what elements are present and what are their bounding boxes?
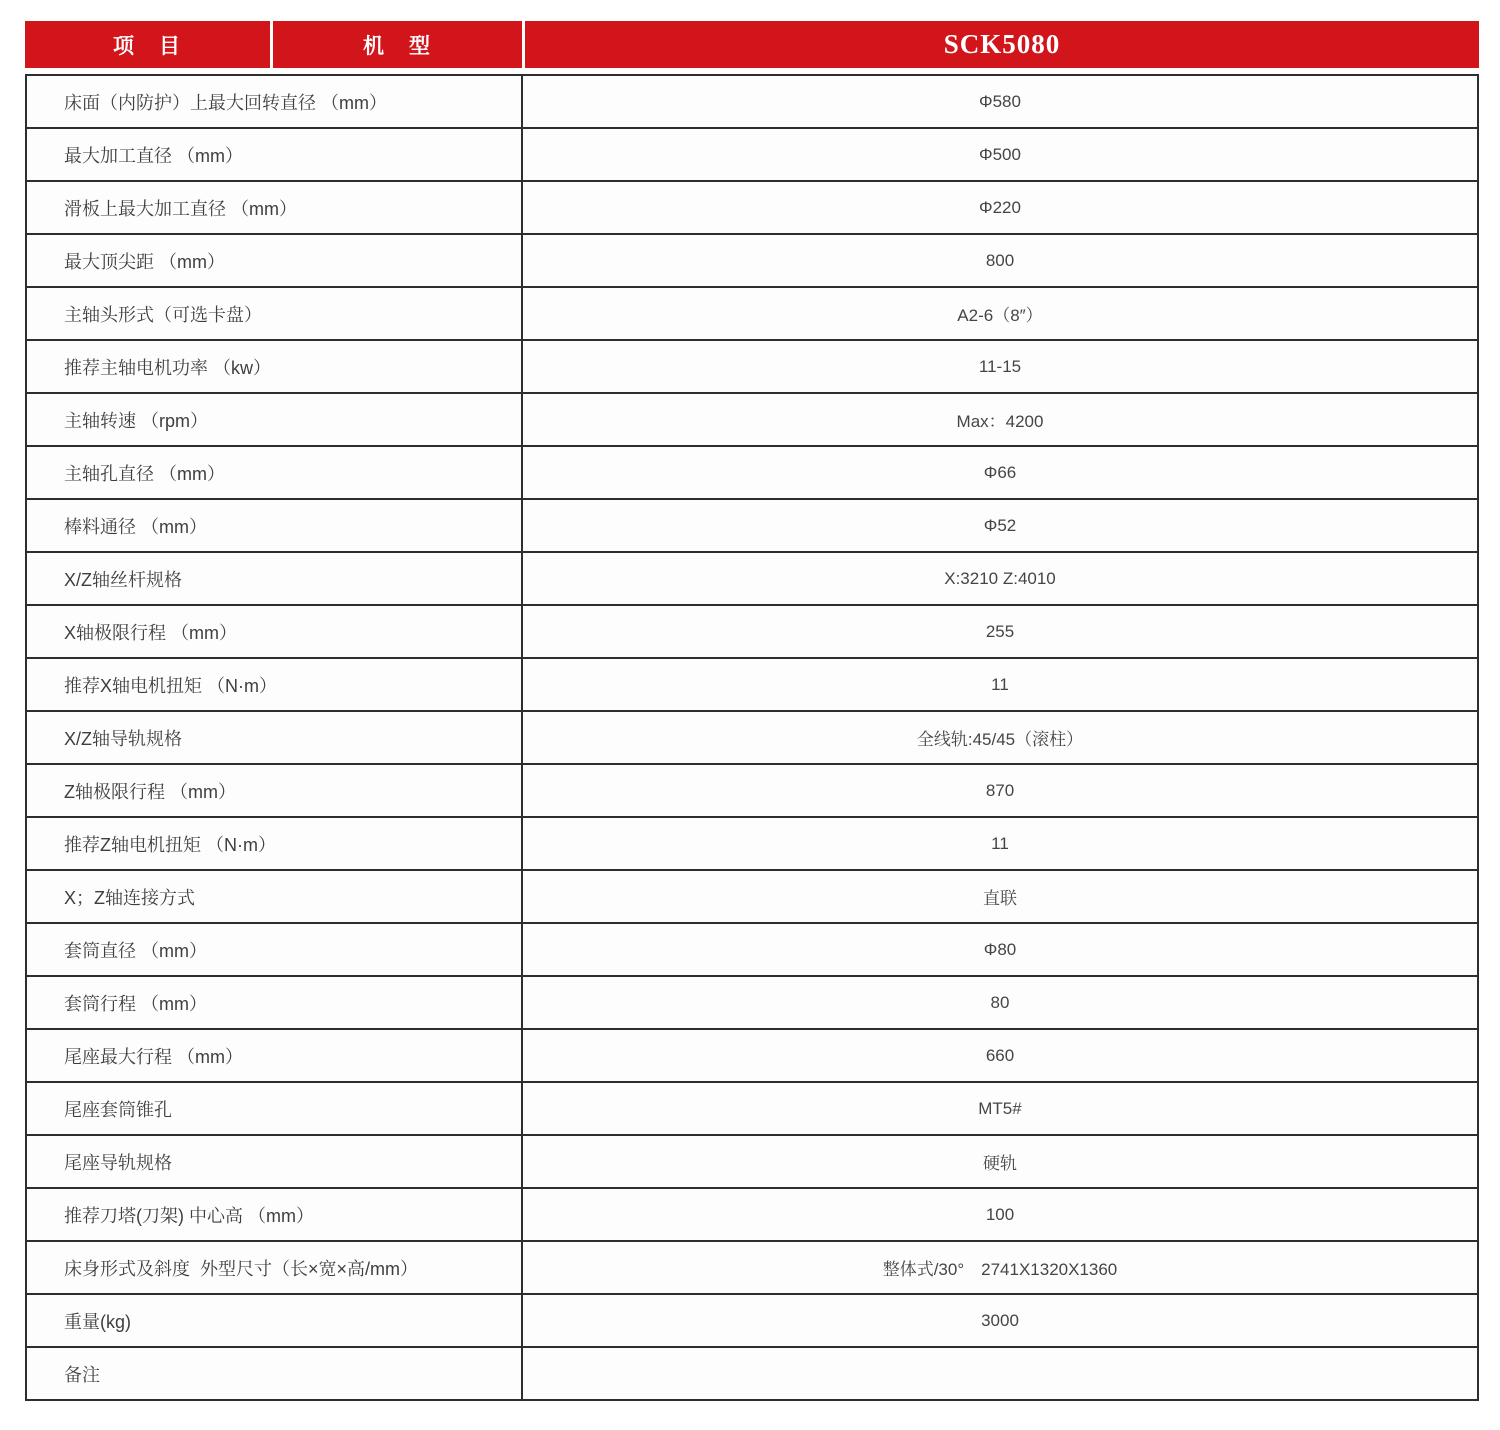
row-label: 备注: [27, 1348, 523, 1399]
row-label: 最大顶尖距 （mm）: [27, 235, 523, 286]
row-value: Φ52: [983, 515, 1017, 535]
table-row: [27, 447, 1477, 500]
row-value: [523, 1348, 1477, 1399]
table-row: [27, 818, 1477, 871]
row-value: 11: [991, 833, 1009, 853]
row-value: Φ80: [983, 939, 1017, 959]
table-row: [27, 1348, 1477, 1399]
row-label: 最大加工直径 （mm）: [27, 129, 523, 180]
row-label: 棒料通径 （mm）: [27, 500, 523, 551]
table-row: [27, 712, 1477, 765]
row-label: 尾座最大行程 （mm）: [27, 1030, 523, 1081]
row-value: Φ580: [979, 91, 1021, 111]
table-row: [27, 977, 1477, 1030]
row-label: 套筒行程 （mm）: [27, 977, 523, 1028]
table-row: [27, 871, 1477, 924]
table-row: [27, 553, 1477, 606]
row-label: X/Z轴导轨规格: [27, 712, 523, 763]
row-value: 硬轨: [983, 1154, 1017, 1173]
table-row: [27, 1242, 1477, 1295]
machine-spec-table: [25, 21, 1479, 1401]
row-label: 推荐刀塔(刀架) 中心高 （mm）: [27, 1189, 523, 1240]
row-label: 套筒直径 （mm）: [27, 924, 523, 975]
row-value: 3000: [981, 1310, 1019, 1330]
row-value: 255: [985, 621, 1015, 641]
table-row: [27, 235, 1477, 288]
row-label: 床身形式及斜度 外型尺寸（长×宽×高/mm）: [27, 1242, 523, 1293]
row-value: Max：4200: [956, 412, 1044, 431]
row-value: 80: [990, 992, 1010, 1012]
table-row: [27, 606, 1477, 659]
row-value: MT5#: [978, 1098, 1022, 1118]
spec-rows: [25, 74, 1479, 1401]
row-label: 主轴头形式（可选卡盘）: [27, 288, 523, 339]
row-label: X；Z轴连接方式: [27, 871, 523, 922]
row-value: 直联: [983, 889, 1017, 908]
row-value: Φ66: [983, 462, 1017, 482]
row-value: 11: [991, 674, 1009, 694]
row-label: 主轴孔直径 （mm）: [27, 447, 523, 498]
table-row: [27, 288, 1477, 341]
row-label: X/Z轴丝杆规格: [27, 553, 523, 604]
table-row: [27, 1083, 1477, 1136]
row-value: X:3210 Z:4010: [944, 568, 1056, 588]
row-value: Φ500: [979, 144, 1021, 164]
row-value: Φ220: [979, 197, 1021, 217]
row-label: 重量(kg): [27, 1295, 523, 1346]
table-row: [27, 76, 1477, 129]
row-label: 推荐主轴电机功率 （kw）: [27, 341, 523, 392]
row-label: 主轴转速 （rpm）: [27, 394, 523, 445]
table-row: [27, 341, 1477, 394]
table-row: [27, 500, 1477, 553]
table-row: [27, 1030, 1477, 1083]
table-row: [27, 1189, 1477, 1242]
row-label: X轴极限行程 （mm）: [27, 606, 523, 657]
table-row: [27, 182, 1477, 235]
table-row: [27, 1295, 1477, 1348]
row-label: 床面（内防护）上最大回转直径 （mm）: [27, 76, 523, 127]
row-value: 660: [985, 1045, 1015, 1065]
row-value: 870: [985, 780, 1015, 800]
header-model-column: 机 型: [273, 21, 525, 68]
row-label: 滑板上最大加工直径 （mm）: [27, 182, 523, 233]
row-label: 尾座套筒锥孔: [27, 1083, 523, 1134]
row-label: 推荐Z轴电机扭矩 （N·m）: [27, 818, 523, 869]
table-row: [27, 659, 1477, 712]
row-value: 整体式/30° 2741X1320X1360: [882, 1260, 1118, 1279]
header-model-name: SCK5080: [943, 29, 1061, 59]
header-item-column: 项 目: [25, 21, 273, 68]
row-value: 800: [985, 250, 1015, 270]
table-row: [27, 924, 1477, 977]
table-row: [27, 1136, 1477, 1189]
row-value: 100: [985, 1204, 1015, 1224]
table-row: [27, 129, 1477, 182]
row-value: A2-6（8″）: [957, 306, 1043, 325]
table-row: [27, 765, 1477, 818]
table-header-row: [25, 21, 1479, 68]
table-row: [27, 394, 1477, 447]
row-label: 尾座导轨规格: [27, 1136, 523, 1187]
row-value: 全线轨:45/45（滚柱）: [916, 730, 1084, 749]
row-value: 11-15: [978, 356, 1022, 376]
row-label: Z轴极限行程 （mm）: [27, 765, 523, 816]
row-label: 推荐X轴电机扭矩 （N·m）: [27, 659, 523, 710]
